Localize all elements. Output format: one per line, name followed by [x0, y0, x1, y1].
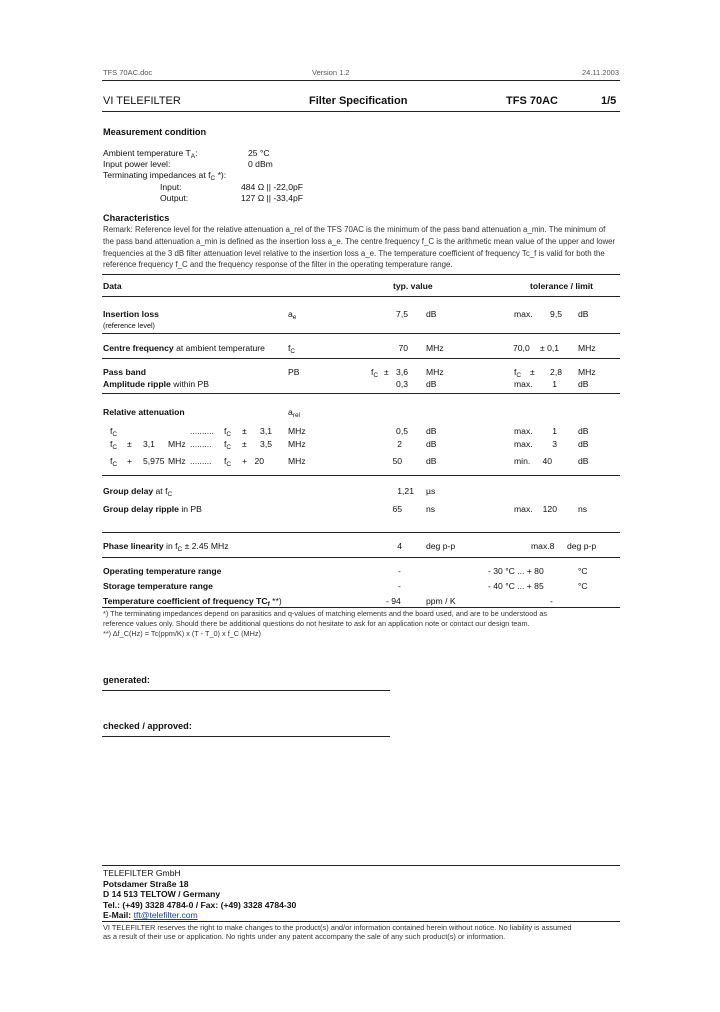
storage-label: Storage temperature range: [103, 581, 213, 591]
relative-label: Relative attenuation: [103, 407, 185, 417]
insertion-typ: 7,5: [396, 309, 408, 319]
footer-email-row: [103, 910, 198, 920]
tc-unit: ppm / K: [426, 596, 456, 606]
generated-label: generated:: [103, 675, 150, 685]
operating-label: Operating temperature range: [103, 566, 222, 576]
table-rule-4: [102, 393, 620, 394]
col-tolerance: tolerance / limit: [530, 281, 594, 291]
rel-row-2-dots: .........: [190, 439, 212, 449]
ripple-unit: dB: [426, 379, 437, 389]
table-rule-6: [102, 532, 620, 533]
rel-row-3-v1: 5,975: [143, 456, 165, 466]
group-ripple-kind: max.: [514, 504, 533, 514]
col-typ: typ. value: [393, 281, 433, 291]
rel-row-3-f1: $f_C$: [110, 456, 118, 468]
footer-rule: [102, 865, 620, 866]
output-label: Output:: [160, 193, 189, 203]
rel-row-3-typ: 50: [392, 456, 402, 466]
impedance-label: Terminating impedances at $f_C$ *):: [103, 170, 227, 182]
storage-limit-unit: °C: [578, 581, 588, 591]
rel-row-2-unit: MHz: [288, 439, 306, 449]
power-value: 0 dBm: [248, 159, 273, 169]
passband-limit: 2,8: [550, 367, 562, 377]
rel-row-2-typ: 2: [397, 439, 402, 449]
rel-row-3-kind: min.: [514, 456, 531, 466]
company-title: VI TELEFILTER: [103, 95, 181, 107]
tc-limit: -: [550, 596, 553, 606]
group-ripple-typ: 65: [392, 504, 402, 514]
rel-row-3-limit-unit: dB: [578, 456, 589, 466]
operating-limit-unit: °C: [578, 566, 588, 576]
ripple-label: Amplitude ripple within PB: [103, 379, 210, 389]
passband-label: Pass band: [103, 367, 146, 377]
passband-limit-unit: MHz: [578, 367, 596, 377]
passband-lim-pm: ±: [530, 367, 535, 377]
group-ripple-label: Group delay ripple in PB: [103, 504, 202, 514]
storage-limit: - 40 °C ... + 85: [488, 581, 544, 591]
footer-street: Potsdamer Straße 18: [103, 879, 189, 889]
remark-line-3: frequencies at the 3 dB filter attenuation level relative to the insertion loss a_e. The temperature coefficient of frequency Tc_f is valid for both the: [103, 249, 605, 258]
rel-row-1-f1: $f_C$: [110, 426, 118, 438]
insertion-limit-unit: dB: [578, 309, 589, 319]
rel-row-2-typ-unit: dB: [426, 439, 437, 449]
insertion-symbol: $a_e$: [288, 309, 297, 321]
email-link[interactable]: tft@telefilter.com: [133, 910, 198, 920]
rel-row-2-op1: ±: [127, 439, 132, 449]
table-rule-8: [102, 607, 620, 608]
remark-rule: [102, 274, 620, 275]
remark-line-1: Remark: Reference level for the relative attenuation a_rel of the TFS 70AC is the minimum of the pass band attenuation a_min. The minimum of: [103, 225, 606, 234]
remark-line-2: the pass band attenuation a_min is defined as the insertion loss a_e. The centre frequency f_C is the arithmetic mean value of the upper and lower: [103, 237, 616, 246]
doc-version: Version 1.2: [312, 68, 350, 77]
rel-row-1-limit: 1: [552, 426, 557, 436]
header-rule: [102, 80, 620, 81]
centre-typ: 70: [398, 343, 408, 353]
ripple-limit-kind: max.: [514, 379, 533, 389]
rel-row-2-kind: max.: [514, 439, 533, 449]
storage-typ: -: [398, 581, 401, 591]
tc-typ: - 94: [386, 596, 401, 606]
footer-company: TELEFILTER GmbH: [103, 868, 181, 878]
checked-signature-line: [102, 736, 390, 737]
relative-symbol: $a_{rel}$: [288, 407, 301, 419]
footnote-1: *) The terminating impedances depend on parasitics and q-values of matching elements and the board used, and are to be understood as: [103, 609, 548, 618]
rel-row-2-op2: ±: [242, 439, 247, 449]
insertion-unit: dB: [426, 309, 437, 319]
centre-limit-kind: 70,0: [513, 343, 530, 353]
disclaimer-line-1: VI TELEFILTER reserves the right to make changes to the product(s) and/or information contained herein without notice. No liability is assumed: [103, 923, 572, 932]
rel-row-3-op2: +: [242, 456, 248, 466]
disclaimer-line-2: as a result of their use or application. No rights under any patent accompany the sale of any such product(s) or information.: [103, 932, 506, 941]
passband-symbol: PB: [288, 367, 300, 377]
footer-city: D 14 513 TELTOW / Germany: [103, 889, 221, 899]
phase-limit: max.8: [531, 541, 555, 551]
doc-type: Filter Specification: [309, 95, 408, 107]
rel-row-2-limit: 3: [552, 439, 557, 449]
rel-row-1-dots: ..........: [190, 426, 214, 436]
rel-row-1-f2: $f_C$: [224, 426, 232, 438]
rel-row-2-v2: 3,5: [260, 439, 272, 449]
rel-row-1-limit-unit: dB: [578, 426, 589, 436]
footnote-2: reference values only. Should there be additional questions do not hesitate to ask for an application note or contact our design team.: [103, 619, 530, 628]
part-number: TFS 70AC: [506, 95, 558, 107]
phase-typ: 4: [397, 541, 402, 551]
measurement-heading: Measurement condition: [103, 127, 207, 137]
tc-label: Temperature coefficient of frequency $TC_f$ **): [103, 596, 282, 608]
passband-typ-pm: ±: [384, 367, 389, 377]
operating-typ: -: [398, 566, 401, 576]
input-value: 484 Ω || -22,0pF: [241, 182, 304, 192]
insertion-limit-kind: max.: [514, 309, 533, 319]
rel-row-3-limit: 40: [542, 456, 552, 466]
insertion-label: Insertion loss: [103, 309, 159, 319]
rel-row-2-f1: $f_C$: [110, 439, 118, 451]
remark-line-4: reference frequency f_C and the frequency response of the filter in the operating temperature range.: [103, 260, 453, 269]
rel-row-2-v1: 3,1: [143, 439, 155, 449]
ripple-typ: 0,3: [396, 379, 408, 389]
centre-unit: MHz: [426, 343, 444, 353]
centre-limit: ± 0,1: [540, 343, 560, 353]
rel-row-3-op1: +: [127, 456, 133, 466]
rel-row-1-typ-unit: dB: [426, 426, 437, 436]
doc-filename: TFS 70AC.doc: [103, 68, 153, 77]
doc-date: 24.11.2003: [582, 68, 619, 77]
footer-rule-2: [102, 921, 620, 922]
group-delay-unit: µs: [426, 486, 436, 496]
rel-row-2-limit-unit: dB: [578, 439, 589, 449]
ripple-limit-unit: dB: [578, 379, 589, 389]
output-value: 127 Ω || -33,4pF: [241, 193, 304, 203]
power-label: Input power level:: [103, 159, 171, 169]
rel-row-3-typ-unit: dB: [426, 456, 437, 466]
table-rule-3: [102, 358, 620, 359]
col-data: Data: [103, 281, 122, 291]
input-label: Input:: [160, 182, 182, 192]
group-delay-typ: 1,21: [397, 486, 414, 496]
centre-symbol: $f_C$: [288, 343, 296, 355]
centre-limit-unit: MHz: [578, 343, 596, 353]
passband-typ: 3,6: [396, 367, 408, 377]
rel-row-3-unit: MHz: [288, 456, 306, 466]
rel-row-3-f2: $f_C$: [224, 456, 232, 468]
rel-row-3-dots: .........: [190, 456, 212, 466]
table-rule-5: [102, 475, 620, 476]
generated-signature-line: [102, 690, 390, 691]
insertion-limit: 9,5: [550, 309, 562, 319]
phase-unit: deg p-p: [426, 541, 456, 551]
passband-typ-f: $f_C$: [371, 367, 379, 379]
ambient-value: 25 °C: [248, 148, 270, 158]
insertion-sublabel: (reference level): [103, 321, 155, 330]
table-rule-2: [102, 333, 620, 334]
group-ripple-unit: ns: [426, 504, 436, 514]
group-ripple-limit-unit: ns: [578, 504, 588, 514]
phase-limit-unit: deg p-p: [567, 541, 597, 551]
table-rule-1: [102, 296, 620, 297]
email-label: E-Mail:: [103, 910, 132, 920]
passband-lim-f: $f_C$: [514, 367, 522, 379]
rel-row-3-v2: 20: [254, 456, 264, 466]
ambient-label: Ambient temperature $T_A$:: [103, 148, 198, 160]
group-ripple-limit: 120: [542, 504, 557, 514]
passband-unit: MHz: [426, 367, 444, 377]
table-rule-7: [102, 557, 620, 558]
rel-row-1-unit: MHz: [288, 426, 306, 436]
characteristics-heading: Characteristics: [103, 213, 170, 223]
phase-label: Phase linearity in $f_C \pm 2.45$ MHz: [103, 541, 229, 553]
operating-limit: - 30 °C ... + 80: [488, 566, 544, 576]
rel-row-2-u1: MHz: [168, 439, 186, 449]
centre-label: Centre frequency at ambient temperature: [103, 343, 265, 353]
ripple-limit: 1: [552, 379, 557, 389]
rel-row-1-typ: 0,5: [396, 426, 408, 436]
group-delay-label: Group delay at $f_C$: [103, 486, 173, 498]
footer-phone: Tel.: (+49) 3328 4784-0 / Fax: (+49) 3328 4784-30: [103, 900, 297, 910]
footnote-3: **) Δf_C(Hz) = Tc(ppm/K) x (T - T_0) x f_C (MHz): [103, 629, 261, 638]
checked-label: checked / approved:: [103, 721, 192, 731]
page-number: 1/5: [601, 95, 617, 107]
rel-row-3-u1: MHz: [168, 456, 186, 466]
rel-row-1-v2: 3,1: [260, 426, 272, 436]
rel-row-1-op2: ±: [242, 426, 247, 436]
title-rule: [102, 111, 620, 112]
rel-row-2-f2: $f_C$: [224, 439, 232, 451]
rel-row-1-kind: max.: [514, 426, 533, 436]
